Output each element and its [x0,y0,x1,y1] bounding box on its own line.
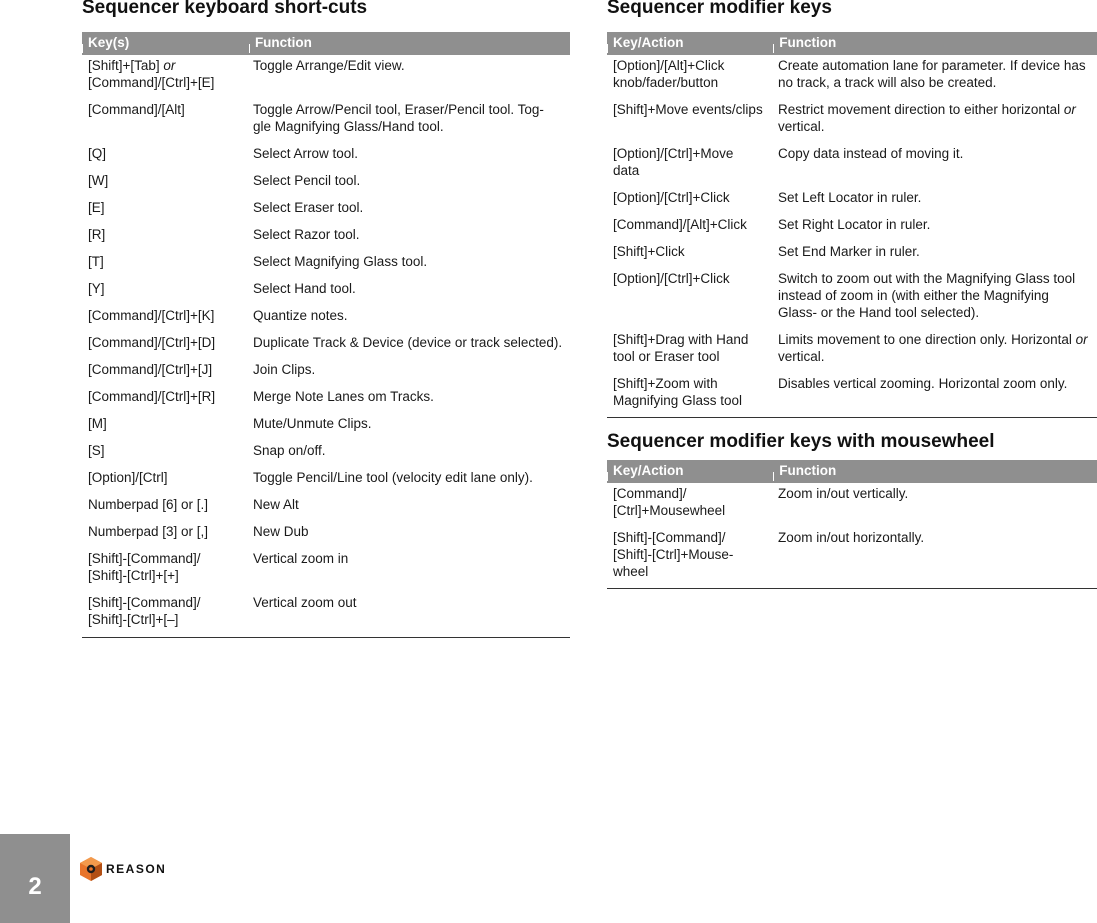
function-cell: Zoom in/out vertically. [778,486,909,501]
key-cell: [Option]/[Ctrl]+Move data [613,146,734,178]
shortcuts-table-body [82,55,570,638]
key-cell: [Command]/[Ctrl]+[R] [88,389,216,404]
table-row [82,442,570,469]
section-title-modifiers: Sequencer modifier keys [607,0,832,18]
function-cell: New Dub [253,524,309,539]
key-cell: [Option]/[Ctrl] [88,470,168,485]
key-cell: [T] [88,254,104,269]
reason-logo-icon [79,856,103,882]
table-row [607,145,1097,189]
table-row [607,243,1097,270]
table-row [82,496,570,523]
right-column [607,0,1097,589]
key-cell: [Shift]+[Tab] or [Command]/[Ctrl]+[E] [88,58,215,90]
function-cell: Mute/Unmute Clips. [253,416,372,431]
key-cell: Numberpad [3] or [,] [88,524,209,539]
key-cell: [Shift]+Drag with Hand tool or Eraser tool [613,332,749,364]
key-cell: [Shift]+Zoom with Magnifying Glass tool [613,376,743,408]
function-cell: Restrict movement direction to either horizontal or vertical. [778,102,1076,134]
key-cell: [Shift]-[Command]/ [Shift]-[Ctrl]+[–] [88,595,201,627]
function-cell: Select Hand tool. [253,281,356,296]
function-cell: Snap on/off. [253,443,326,458]
page-tab [0,834,70,923]
reason-logo [79,856,166,882]
function-cell: Select Razor tool. [253,227,360,242]
logo-wordmark: REASON [106,862,167,876]
function-cell: Copy data instead of moving it. [778,146,964,161]
table-row [82,594,570,638]
table-row [607,270,1097,331]
table-row [82,415,570,442]
key-cell: [Option]/[Ctrl]+Click [613,271,730,286]
table-row [82,253,570,280]
key-cell: [S] [88,443,105,458]
function-cell: Select Magnifying Glass tool. [253,254,428,269]
table-row [82,226,570,253]
function-cell: Limits movement to one direction only. Horizontal or vertical. [778,332,1088,364]
header-function: Function [773,461,1097,483]
key-cell: [E] [88,200,105,215]
function-cell: New Alt [253,497,299,512]
table-row [607,216,1097,243]
function-cell: Zoom in/out horizontally. [778,530,925,545]
key-cell: [Option]/[Alt]+Click knob/fader/button [613,58,725,90]
table-row [82,307,570,334]
mousewheel-table-body [607,483,1097,589]
key-cell: [M] [88,416,107,431]
table-row [82,172,570,199]
table-row [607,101,1097,145]
header-key-action: Key/Action [607,461,773,483]
page-number: 2 [28,873,42,900]
table-row [82,199,570,226]
function-cell: Select Pencil tool. [253,173,361,188]
table-row [82,550,570,594]
mousewheel-section [607,432,1097,589]
function-cell: Vertical zoom out [253,595,357,610]
function-cell: Vertical zoom in [253,551,349,566]
table-row [82,469,570,496]
function-cell: Set End Marker in ruler. [778,244,920,259]
table-row [82,388,570,415]
key-cell: [Command]/[Alt] [88,102,185,117]
key-cell: [Command]/[Ctrl]+[D] [88,335,216,350]
key-cell: [Y] [88,281,105,296]
key-cell: [W] [88,173,109,188]
header-keys: Key(s) [82,33,249,55]
function-cell: Select Arrow tool. [253,146,359,161]
function-cell: Set Right Locator in ruler. [778,217,931,232]
shortcuts-table-header [82,32,570,55]
function-cell: Select Eraser tool. [253,200,364,215]
key-cell: [R] [88,227,106,242]
key-cell: [Q] [88,146,107,161]
table-row [82,361,570,388]
function-cell: Quantize notes. [253,308,348,323]
mousewheel-table-header [607,460,1097,483]
key-cell: [Shift]-[Command]/ [Shift]-[Ctrl]+Mouse- wheel [613,530,734,579]
function-cell: Create automation lane for parameter. If device has no track, a track will also be created. [778,58,1086,90]
table-row [607,529,1097,589]
key-cell: Numberpad [6] or [.] [88,497,209,512]
function-cell: Disables vertical zooming. Horizontal zoom only. [778,376,1068,391]
function-cell: Duplicate Track & Device (device or track selected). [253,335,563,350]
function-cell: Toggle Pencil/Line tool (velocity edit lane only). [253,470,533,485]
table-row [607,483,1097,529]
table-row [607,375,1097,418]
function-cell: Set Left Locator in ruler. [778,190,922,205]
modifiers-table-body [607,55,1097,418]
function-cell: Switch to zoom out with the Magnifying Glass tool instead of zoom in (with either the Magnifying Glass- or the Hand tool selected). [778,271,1076,320]
function-cell: Join Clips. [253,362,316,377]
table-row [607,331,1097,375]
table-row [82,523,570,550]
section-title-shortcuts: Sequencer keyboard short-cuts [82,0,368,18]
key-cell: [Command]/[Ctrl]+[J] [88,362,213,377]
table-row [82,334,570,361]
modifiers-table-header [607,32,1097,55]
key-cell: [Shift]-[Command]/ [Shift]-[Ctrl]+[+] [88,551,201,583]
key-cell: [Command]/[Alt]+Click [613,217,747,232]
table-row [607,189,1097,216]
table-row [82,145,570,172]
header-key-action: Key/Action [607,33,773,55]
header-function: Function [773,33,1097,55]
section-title-mousewheel: Sequencer modifier keys with mousewheel [607,431,995,452]
key-cell: [Option]/[Ctrl]+Click [613,190,730,205]
table-row [82,101,570,145]
modifiers-section [607,0,1097,418]
key-cell: [Command]/[Ctrl]+[K] [88,308,215,323]
table-row [82,280,570,307]
header-function: Function [249,33,570,55]
table-row [82,55,570,101]
key-cell: [Shift]+Move events/clips [613,102,763,117]
table-row [607,55,1097,101]
key-cell: [Shift]+Click [613,244,685,259]
shortcuts-section [82,0,570,638]
function-cell: Merge Note Lanes om Tracks. [253,389,434,404]
function-cell: Toggle Arrow/Pencil tool, Eraser/Pencil tool. Tog- gle Magnifying Glass/Hand tool. [253,102,544,134]
function-cell: Toggle Arrange/Edit view. [253,58,405,73]
key-cell: [Command]/ [Ctrl]+Mousewheel [613,486,726,518]
